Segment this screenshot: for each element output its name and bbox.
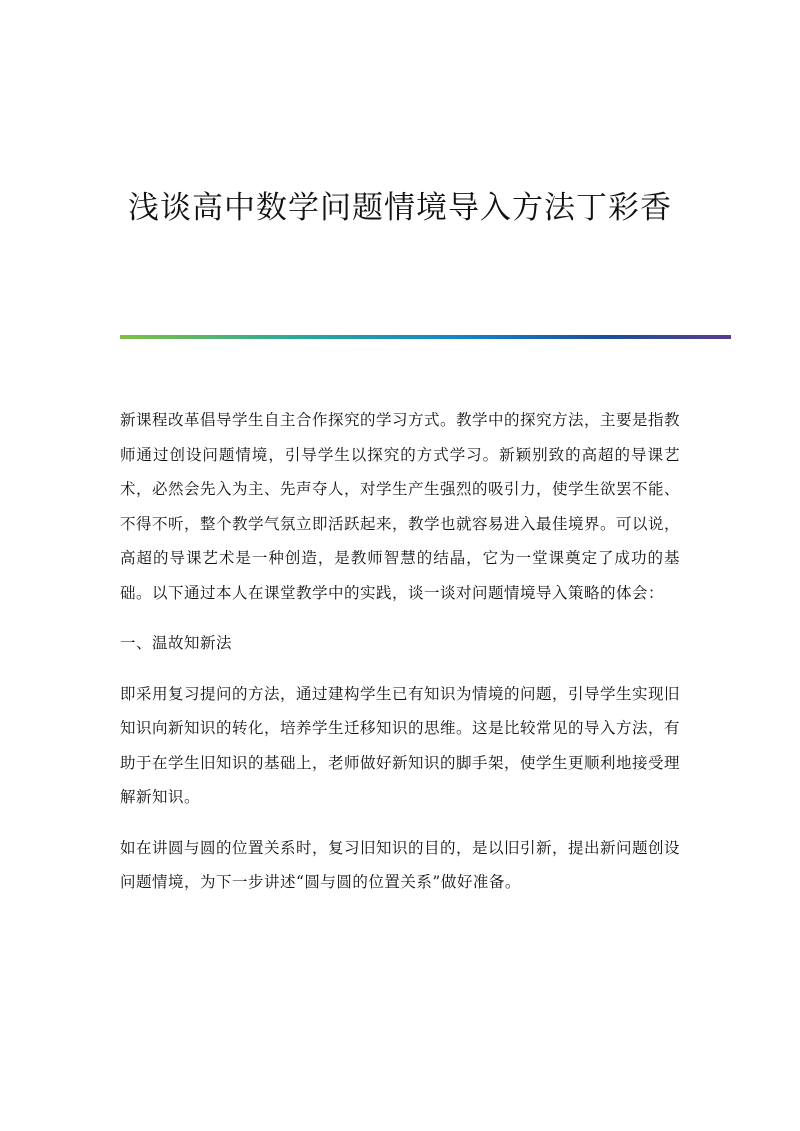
section-heading: 一、温故知新法 xyxy=(120,634,233,652)
example-paragraph: 如在讲圆与圆的位置关系时，复习旧知识的目的，是以旧引新，提出新问题创设问题情境，为下一步讲述“圆与圆的位置关系”做好准备。 xyxy=(120,838,681,891)
method-paragraph: 即采用复习提问的方法，通过建构学生已有知识为情境的问题，引导学生实现旧知识向新知识的转化，培养学生迁移知识的思维。这是比较常见的导入方法，有助于在学生旧知识的基础上，老师做好新知识的脚手架，使学生更顺利地接受理解新知识。 xyxy=(120,684,681,806)
title-divider xyxy=(120,335,731,339)
intro-paragraph: 新课程改革倡导学生自主合作探究的学习方式。教学中的探究方法，主要是指教师通过创设问题情境，引导学生以探究的方式学习。新颖别致的高超的导课艺术，必然会先入为主、先声夺人，对学生产生强烈的吸引力，使学生欲罢不能、不得不听，整个教学气氛立即活跃起来，教学也就容易进入最佳境界。可以说，高超的导课艺术是一种创造，是教师智慧的结晶，它为一堂课奠定了成功的基础。以下通过本人在课堂教学中的实践，谈一谈对问题情境导入策略的体会： xyxy=(120,411,681,602)
document-body xyxy=(120,403,680,916)
document-title: 浅谈高中数学问题情境导入方法丁彩香 xyxy=(128,190,672,226)
